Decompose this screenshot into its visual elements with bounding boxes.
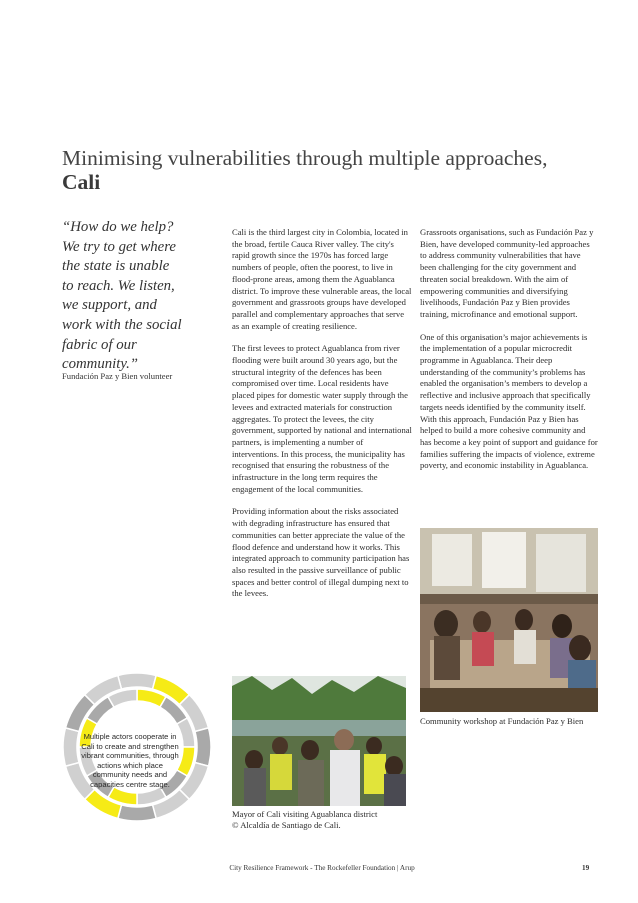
title-main: Minimising vulnerabilities through multiple approaches, [62, 146, 548, 170]
mayor-visit-photo [232, 676, 406, 806]
ring-outer-segment [195, 728, 211, 766]
page-number: 19 [582, 864, 590, 872]
body-column-2 [232, 227, 412, 611]
ring-outer-segment [63, 728, 79, 766]
footer-text: City Resilience Framework - The Rockefeller Foundation | Arup [229, 864, 415, 872]
column3-paragraph-1: Grassroots organisations, such as Fundación Paz y Bien, have developed community-led approaches to address community vulnerabilities that have been challenging for the city government and threaten social breakdown. With the aim of empowering communities and diversifying livelihoods, Fundación Paz y Bien provides training, microfinance and emotional support. [420, 227, 594, 319]
ring-outer-segment [118, 805, 156, 821]
quote-attribution: Fundación Paz y Bien volunteer [62, 371, 173, 381]
ring-outer-segment [118, 673, 156, 689]
column2-paragraph-2: The first levees to protect Aguablanca from river flooding were built around 30 years ago, but the structural integrity of the defences has been compromised over time. Local residents have placed pipes for domestic water supply through the levees and extracted materials for construction aggregates. To protect the levees, the city government, supported by national and international partners, is implementing a number of interventions. In this process, the municipality has recognised that ensuring the robustness of the infrastructure in the long term requires the engagement of the local communities. [232, 343, 412, 494]
title-city: Cali [62, 170, 101, 194]
mayor-caption-line-1: Mayor of Cali visiting Aguablanca district [232, 809, 378, 819]
mayor-caption-line-2: © Alcaldía de Santiago de Cali. [232, 819, 341, 830]
column2-paragraph-1: Cali is the third largest city in Colombia, located in the broad, fertile Cauca River valley. The city's rapid growth since the 1970s has forced large numbers of people, often the poorest, to live in flood-prone areas, among them the Aguablanca district. To improve these vulnerable areas, the local government and grassroots groups have developed parallel and complementary approaches that serve as an example of creating resilience. [232, 227, 412, 331]
column3-paragraph-2: One of this organisation’s major achievements is the implementation of a popular microcredit programme in Aguablanca. Their deep understanding of the community’s problems has enabled the organisation’s members to develop a reflective and inclusive approach that specifically targets needs identified by the community itself. With this approach, Fundación Paz y Bien has helped to build a more cohesive community and has become a key point of support and guidance for families suffering the impacts of violence, extreme poverty, and economic instability in Aguablanca. [420, 331, 598, 471]
pull-quote: “How do we help? We try to get where the state is unable to reach. We listen, we support, and work with the social fabric of our community.” [62, 219, 182, 373]
workshop-caption: Community workshop at Fundación Paz y Bien [420, 716, 584, 726]
body-column-3 [420, 227, 598, 483]
column2-paragraph-3: Providing information about the risks associated with degrading infrastructure has ensured that communities can better appreciate the value of the flood defence and understand how it works. This integrated approach to community participation has also resulted in the passive surveillance of public spaces and better control of illegal dumping next to the levees. [232, 506, 410, 599]
page-title [62, 146, 602, 194]
mayor-caption [232, 809, 432, 830]
diagram-label: Multiple actors cooperate in Cali to create and strengthen vibrant communities, through actions which place community needs and capacities centre stage. [81, 732, 179, 789]
community-workshop-photo [420, 528, 598, 712]
